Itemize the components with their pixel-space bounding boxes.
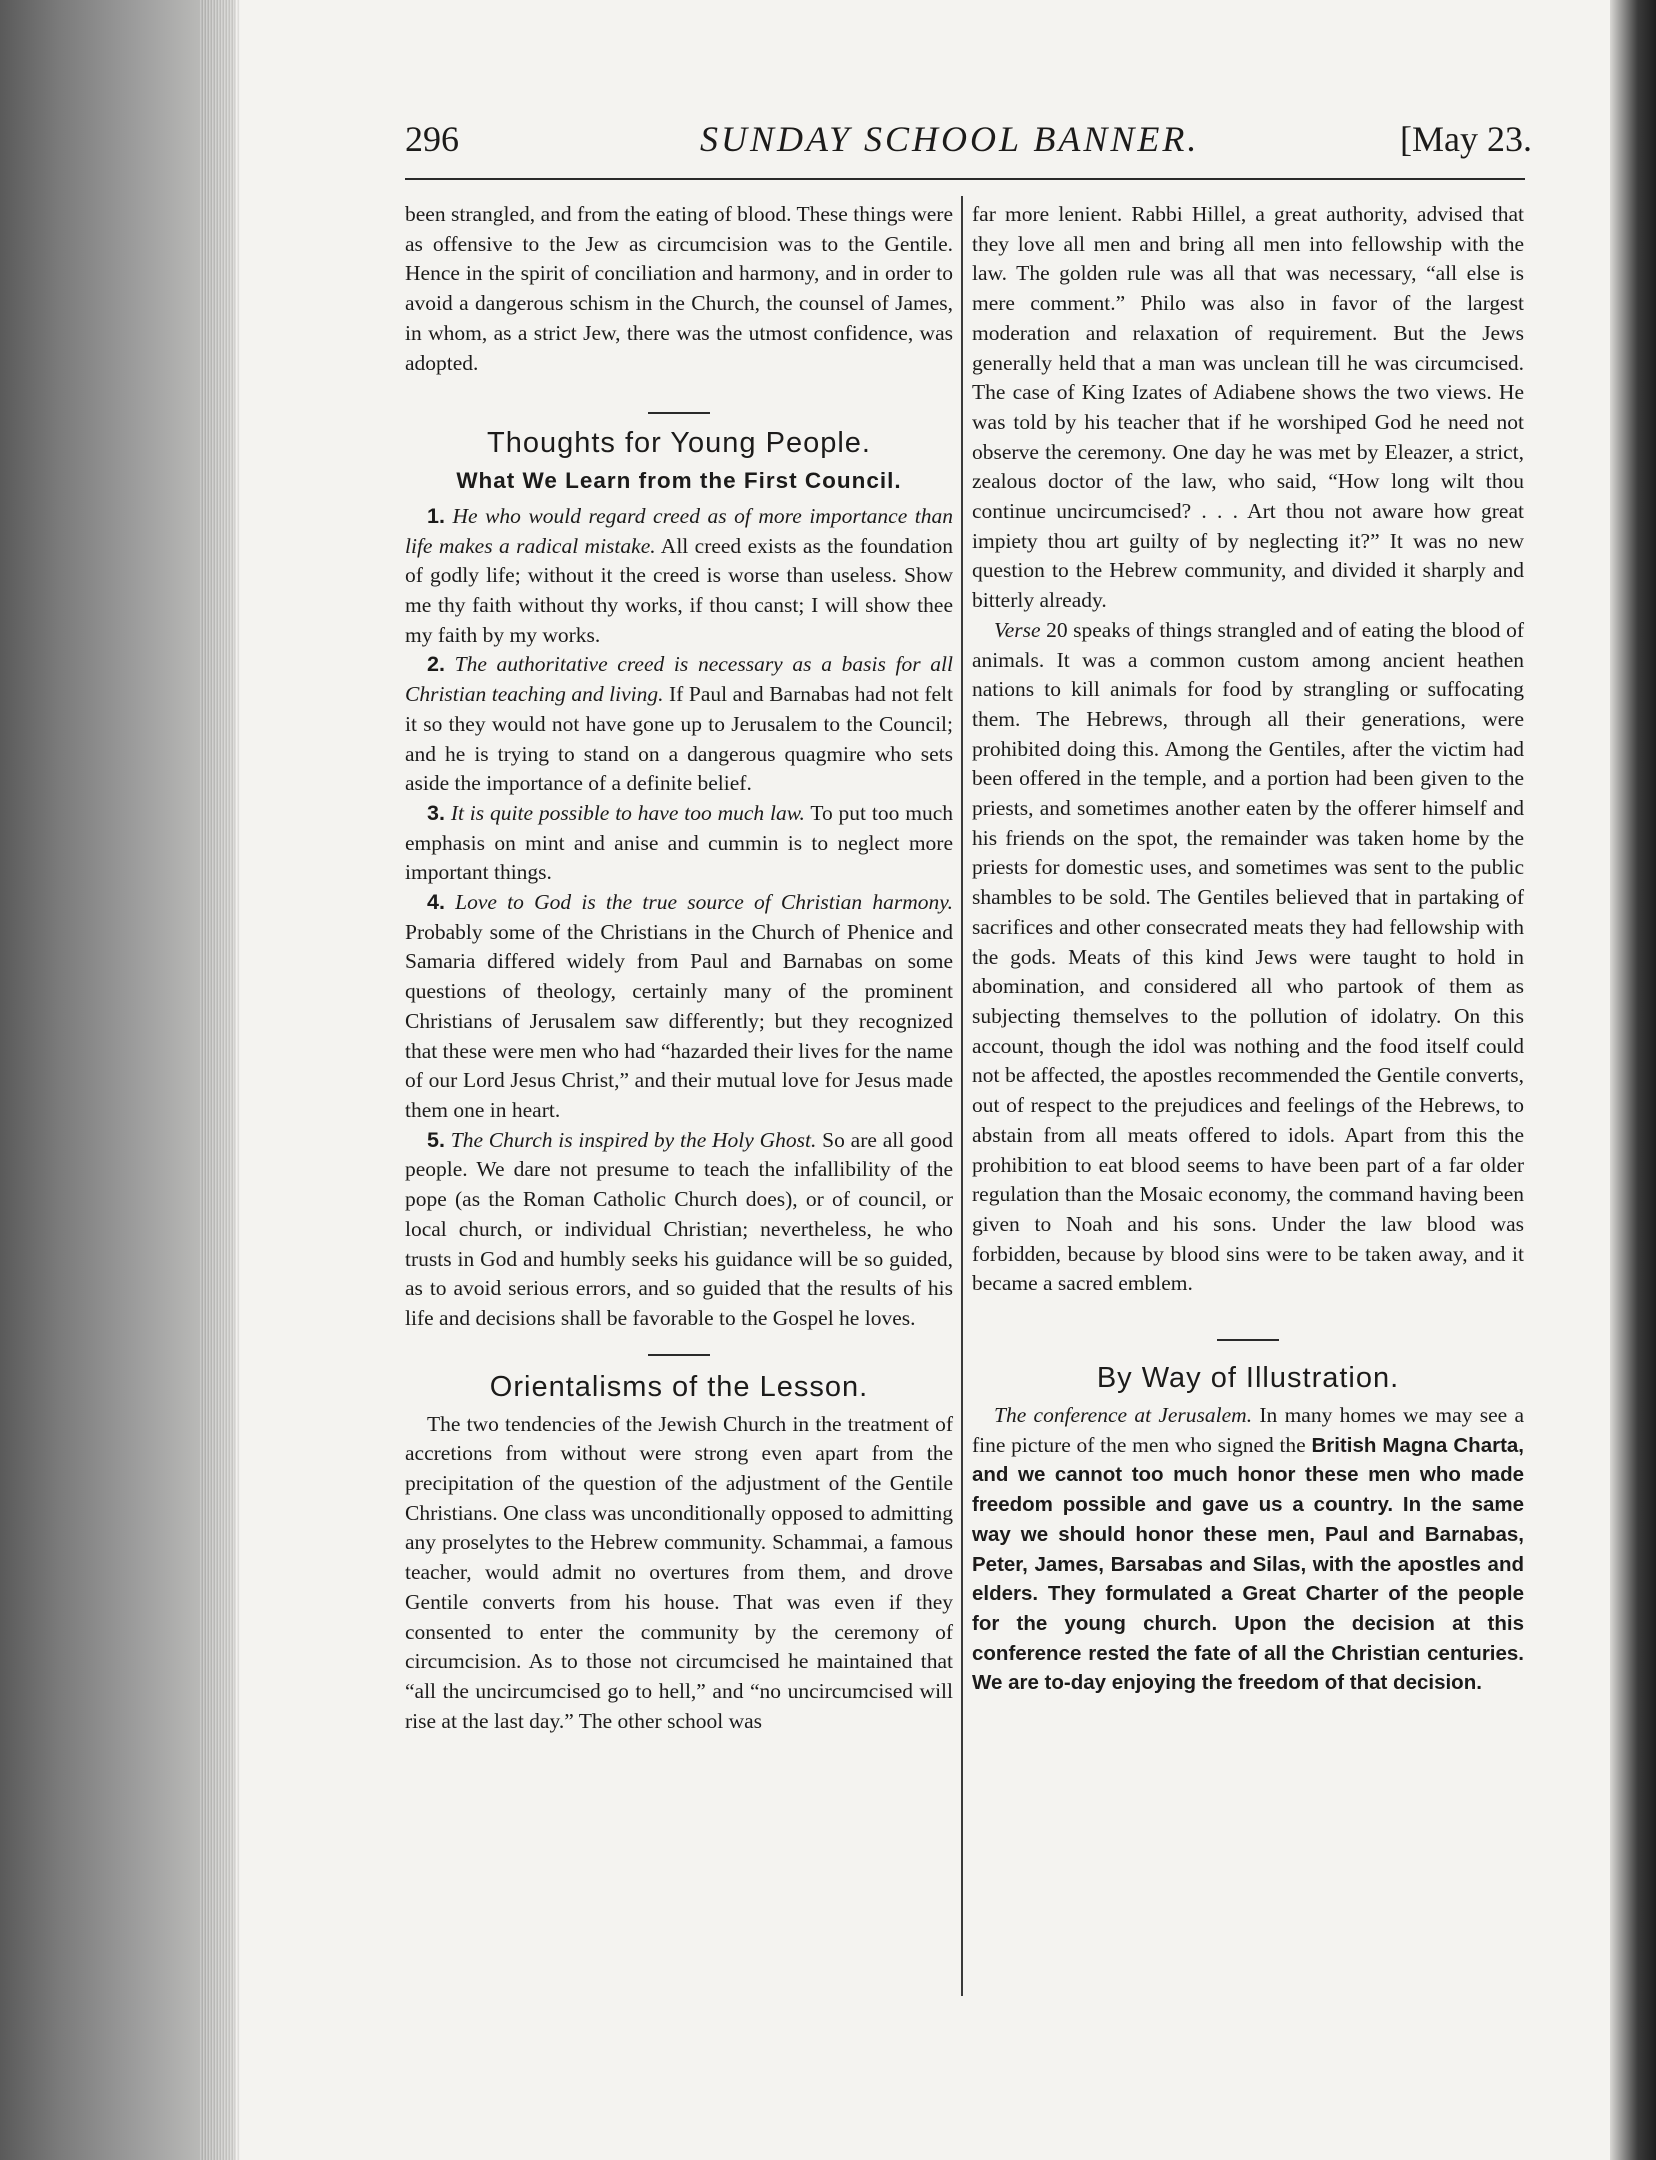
point-5 <box>405 1126 953 1334</box>
column-divider <box>961 196 963 1996</box>
verse-text: 20 speaks of things strangled and of eating the blood of animals. It was a common custom among ancient heathen nations to kill animals for food by strangling or suffocating them. The Hebrews, through all their generations, were prohibited doing this. Among the Gentiles, after the victim had been offered in the temple, and a portion had been given to the priests, and sometimes another eaten by the offerer himself and his friends on the spot, the remainder was taken home by the priests for domestic uses, and sometimes was sent to the public shambles to be sold. The Gentiles believed that in partaking of sacrifices and other consecrated meats they had fellowship with the gods. Meats of this kind Jews were taught to hold in abomination, and considered all who partook of them as subjecting themselves to the pollution of idolatry. On this account, though the idol was nothing and the food itself could not be affected, the apostles recommended the Gentile converts, out of respect to the prejudices and feelings of the Hebrews, to abstain from all meats offered to idols. Apart from this the prohibition to eat blood seems to have been part of a far older regulation than the Mosaic economy, the command having been given to Noah and his sons. Under the law blood was forbidden, because by blood sins were to be taken away, and it became a sacred emblem. <box>972 617 1524 1296</box>
point-1-lead: He who would regard creed as of more importance than life makes a radical mistake. <box>405 503 954 558</box>
facing-page-shadow <box>1610 0 1656 2160</box>
point-4-number: 4. <box>427 890 445 915</box>
illustration-paragraph <box>972 1401 1524 1698</box>
section-rule <box>648 1354 710 1356</box>
point-4-lead: Love to God is the true source of Christian harmony. <box>455 890 953 915</box>
issue-date: [May 23. <box>1400 119 1532 159</box>
point-4-text: Probably some of the Christians in the Church of Phenice and Samaria differed widely from Paul and Barnabas on some questions of theology, certainly many of the prominent Christians of Jerusalem saw differently; but they recognized that these were men who had “hazarded their lives for the name of our Lord Jesus Christ,” and their mutual love for Jesus made them one in heart. <box>405 919 953 1122</box>
point-1-number: 1. <box>427 503 445 528</box>
page-stack-edge <box>200 0 240 2160</box>
point-4 <box>405 888 953 1126</box>
point-3-lead: It is quite possible to have too much law. <box>450 800 805 825</box>
illustration-lead: The conference at Jerusalem. <box>994 1403 1253 1428</box>
running-title: SUNDAY SCHOOL BANNER. <box>700 119 1200 159</box>
point-1-text: All creed exists as the foundation of godly life; without it the creed is worse than useless. Show me thy faith without thy works, if thou canst; I will show thee my faith by my works. <box>405 533 953 647</box>
illustration-text: In many homes we may see a fine picture of the men who signed the <box>972 1403 1525 1457</box>
point-5-number: 5. <box>427 1127 445 1152</box>
illustration-heading: By Way of Illustration. <box>1096 1362 1400 1395</box>
verse-20-paragraph <box>972 616 1524 1299</box>
point-2-number: 2. <box>427 652 445 677</box>
orientalisms-paragraph: The two tendencies of the Jewish Church in the treatment of accretions from without were strong even apart from the precipitation of the question of the adjustment of the Gentile Christians. One class was unconditionally opposed to admitting any proselytes to the Hebrew community. Schammai, a famous teacher, would admit no overtures from them, and drove Gentile converts from his house. That was even if they consented to enter the community by the ceremony of circumcision. As to those not circumcised he maintained that “all the uncircumcised go to hell,” and “no uncircumcised will rise at the last day.” The other school was <box>405 1411 953 1733</box>
point-5-lead: The Church is inspired by the Holy Ghost. <box>450 1127 817 1152</box>
point-2 <box>405 650 953 799</box>
right-continuation-paragraph: far more lenient. Rabbi Hillel, a great authority, advised that they love all men and bring all men into fellowship with the law. The golden rule was all that was necessary, “all else is mere comment.” Philo was also in favor of the largest moderation and relaxation of requirement. But the Jews generally held that a man was unclean till he was circumcised. The case of King Izates of Adiabene shows the two views. He was told by his teacher that if he worshiped God he need not observe the ceremony. One day he was met by Eleazer, a strict, zealous doctor of the law, who said, “How long wilt thou continue uncircumcised? . . . Art thou not aware how great impiety thou art guilty of by neglecting it?” It was no new question to the Hebrew community, and divided it sharply and bitterly already. <box>972 202 1524 613</box>
illustration-bold-text: British Magna Charta, and we cannot too much honor these men who made freedom possible and gave us a country. In the same way we should honor these men, Paul and Barnabas, Peter, James, Barsabas and Silas, with the apostles and elders. They formulated a Great Charter of the people for the young church. Upon the decision at this conference rested the fate of all the Christian centuries. We are to-day enjoying the freedom of that decision. <box>972 1433 1524 1695</box>
point-3 <box>405 799 953 888</box>
point-5-text: So are all good people. We dare not presume to teach the infallibility of the pope (as the Roman Catholic Church does), or of council, or local church, or individual Christian; nevertheless, he who trusts in God and humbly seeks his guidance will be so guided, as to avoid serious errors, and so guided that the results of his life and decisions shall be favorable to the Gospel he loves. <box>405 1127 953 1330</box>
point-2-text: If Paul and Barnabas had not felt it so they would not have gone up to Jerusalem to the Council; and he is trying to stand on a dangerous quagmire who sets aside the importance of a definite belief. <box>405 682 953 796</box>
point-1 <box>405 502 953 651</box>
verse-lead: Verse <box>994 617 1041 642</box>
section-rule <box>1217 1339 1279 1341</box>
left-continuation-paragraph: been strangled, and from the eating of blood. These things were as offensive to the Jew as circumcision was to the Gentile. Hence in the spirit of conciliation and harmony, and in order to avoid a dangerous schism in the Church, the counsel of James, in whom, as a strict Jew, there was the utmost confidence, was adopted. <box>405 202 953 375</box>
section-rule <box>648 412 710 414</box>
orientalisms-heading: Orientalisms of the Lesson. <box>489 1370 869 1403</box>
thoughts-subheading: What We Learn from the First Council. <box>456 468 902 494</box>
header-rule <box>405 178 1525 180</box>
point-2-lead: The authoritative creed is necessary as a basis for all Christian teaching and living. <box>405 652 953 707</box>
point-3-number: 3. <box>427 800 445 825</box>
right-column <box>972 200 1524 1698</box>
point-3-text: To put too much emphasis on mint and anise and cummin is to neglect more important things. <box>405 800 953 885</box>
page-number: 296 <box>405 119 459 159</box>
left-column <box>405 200 953 1736</box>
thoughts-heading: Thoughts for Young People. <box>487 427 871 460</box>
